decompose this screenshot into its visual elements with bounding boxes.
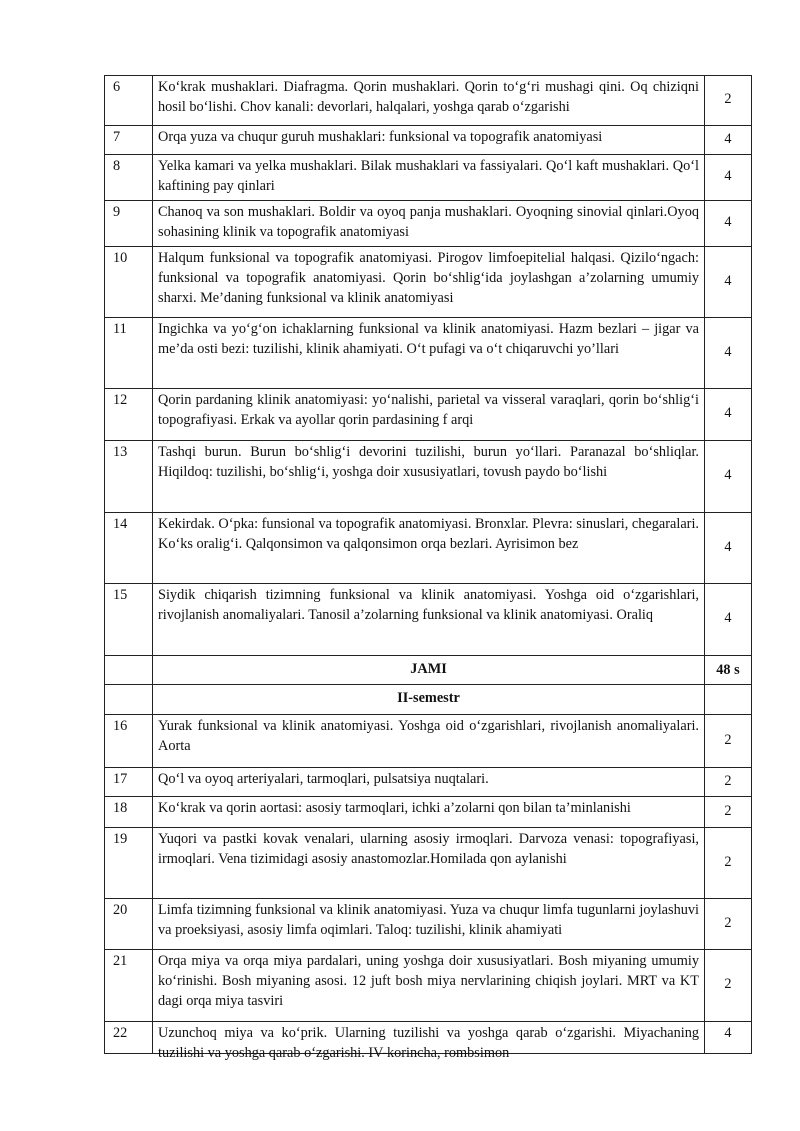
row-hours: 4 [705,126,752,155]
row-topic: Yelka kamari va yelka mushaklari. Bilak mushaklari va fassiyalari. Qo‘l kaft mushaklari. Qo‘l kaftining pay qinlari [153,155,705,201]
row-hours: 2 [705,828,752,899]
row-topic: Siydik chiqarish tizimning funksional va klinik anatomiyasi. Yoshga oid o‘zgarishlari, rivojlanish anomaliyalari. Tanosil a’zolarning funksional va klinik anatomiyasi. Oraliq [153,584,705,656]
row-number: 17 [105,768,153,797]
row-number: 8 [105,155,153,201]
row-hours: 2 [705,797,752,828]
row-number: 13 [105,441,153,513]
row-number: 9 [105,201,153,247]
row-topic: Qorin pardaning klinik anatomiyasi: yo‘nalishi, parietal va visseral varaqlari, qorin bo‘shlig‘i topografiyasi. Erkak va ayollar qorin pardasining f arqi [153,389,705,441]
row-topic-text: Uzunchoq miya va ko‘prik. Ularning tuzilishi va yoshga qarab o‘zgarishi. Miyachaning tuzilishi va yoshga qarab o‘zgarishi. IV-korincha, rombsimon [158,1025,699,1061]
row-hours: 4 [705,318,752,389]
table-row [105,768,752,797]
table-row [105,201,752,247]
row-topic: Yurak funksional va klinik anatomiyasi. Yoshga oid o‘zgarishlari, rivojlanish anomaliyalari. Aorta [153,715,705,768]
row-topic: Chanoq va son mushaklari. Boldir va oyoq panja mushaklari. Oyoqning sinovial qinlari.Oyoq sohasining klinik va topografik anatomiyasi [153,201,705,247]
row-hours: 2 [705,715,752,768]
row-topic: Ko‘krak va qorin aortasi: asosiy tarmoqlari, ichki a’zolarni qon bilan ta’minlanishi [153,797,705,828]
table-row [105,441,752,513]
table-row [105,828,752,899]
row-topic: Halqum funksional va topografik anatomiyasi. Pirogov limfoepitelial halqasi. Qizilo‘ngach: funksional va topografik anatomiyasi. Qorin bo‘shlig‘ida joylashgan a’zolarning umumiy sharxi. Me’daning funksional va klinik anatomiyasi [153,247,705,318]
row-hours: 4 [705,584,752,656]
row-topic: Qo‘l va oyoq arteriyalari, tarmoqlari, pulsatsiya nuqtalari. [153,768,705,797]
table-row [105,950,752,1022]
row-hours: 2 [705,899,752,950]
row-number: 10 [105,247,153,318]
row-number: 6 [105,76,153,126]
row-hours: 4 [705,247,752,318]
row-hours: 4 [705,1022,752,1054]
row-hours: 4 [705,155,752,201]
semester-number-cell [105,685,153,715]
table-row [105,247,752,318]
total-hours: 48 s [705,656,752,685]
row-hours: 4 [705,441,752,513]
row-topic [153,1022,705,1061]
row-number: 11 [105,318,153,389]
semester-hours-cell [705,685,752,715]
row-topic: Tashqi burun. Burun bo‘shlig‘i devorini tuzilishi, burun yo‘llari. Paranazal bo‘shliqlar. Hiqildoq: tuzilishi, bo‘shlig‘i, yoshga doir xususiyatlari, tovush paydo bo‘lishi [153,441,705,513]
row-hours: 4 [705,389,752,441]
table-row [105,1022,752,1054]
row-topic: Orqa yuza va chuqur guruh mushaklari: funksional va topografik anatomiyasi [153,126,705,155]
row-hours: 2 [705,76,752,126]
row-hours: 4 [705,513,752,584]
table-row [105,584,752,656]
row-hours: 2 [705,950,752,1022]
table-row [105,797,752,828]
row-number: 12 [105,389,153,441]
row-topic: Orqa miya va orqa miya pardalari, uning yoshga doir xususiyatlari. Bosh miyaning umumiy ko‘rinishi. Bosh miyaning asosi. 12 juft bosh miya nervlarining chiqish joylari. MRT va KT dagi orqa miya tasviri [153,950,705,1022]
semester-row [105,685,752,715]
total-number-cell [105,656,153,685]
row-number: 15 [105,584,153,656]
table-row [105,715,752,768]
row-number: 20 [105,899,153,950]
topics-table [104,75,752,1061]
row-number: 18 [105,797,153,828]
row-topic: Yuqori va pastki kovak venalari, ularning asosiy irmoqlari. Darvoza venasi: topografiyasi, irmoqlari. Vena tizimidagi asosiy anastomozlar.Homilada qon aylanishi [153,828,705,899]
row-topic: Ko‘krak mushaklari. Diafragma. Qorin mushaklari. Qorin to‘g‘ri mushagi qini. Oq chiziqni hosil bo‘lishi. Chov kanali: devorlari, halqalari, yoshga qarab o‘zgarishi [153,76,705,126]
table-row [105,126,752,155]
table-row [105,155,752,201]
table-row [105,899,752,950]
total-row [105,656,752,685]
row-number: 16 [105,715,153,768]
table-row [105,76,752,126]
semester-label: II-semestr [153,685,705,715]
row-number: 7 [105,126,153,155]
row-topic: Ingichka va yo‘g‘on ichaklarning funksional va klinik anatomiyasi. Hazm bezlari – jigar va me’da osti bezi: tuzilishi, klinik ahamiyati. O‘t pufagi va o‘t chiqaruvchi yo’llari [153,318,705,389]
row-topic: Kekirdak. O‘pka: funsional va topografik anatomiyasi. Bronxlar. Plevra: sinuslari, chegaralari. Ko‘ks oralig‘i. Qalqonsimon va qalqonsimon orqa bezlari. Ayrisimon bez [153,513,705,584]
table-row [105,389,752,441]
curriculum-page [104,75,752,1061]
table-row [105,318,752,389]
table-row [105,513,752,584]
total-label: JAMI [153,656,705,685]
row-hours: 2 [705,768,752,797]
row-hours: 4 [705,201,752,247]
row-number: 22 [105,1022,153,1054]
row-number: 14 [105,513,153,584]
row-number: 21 [105,950,153,1022]
row-number: 19 [105,828,153,899]
row-topic: Limfa tizimning funksional va klinik anatomiyasi. Yuza va chuqur limfa tugunlarni joylashuvi va proeksiyasi, asosiy limfa oqimlari. Taloq: tuzilishi, klinik ahamiyati [153,899,705,950]
